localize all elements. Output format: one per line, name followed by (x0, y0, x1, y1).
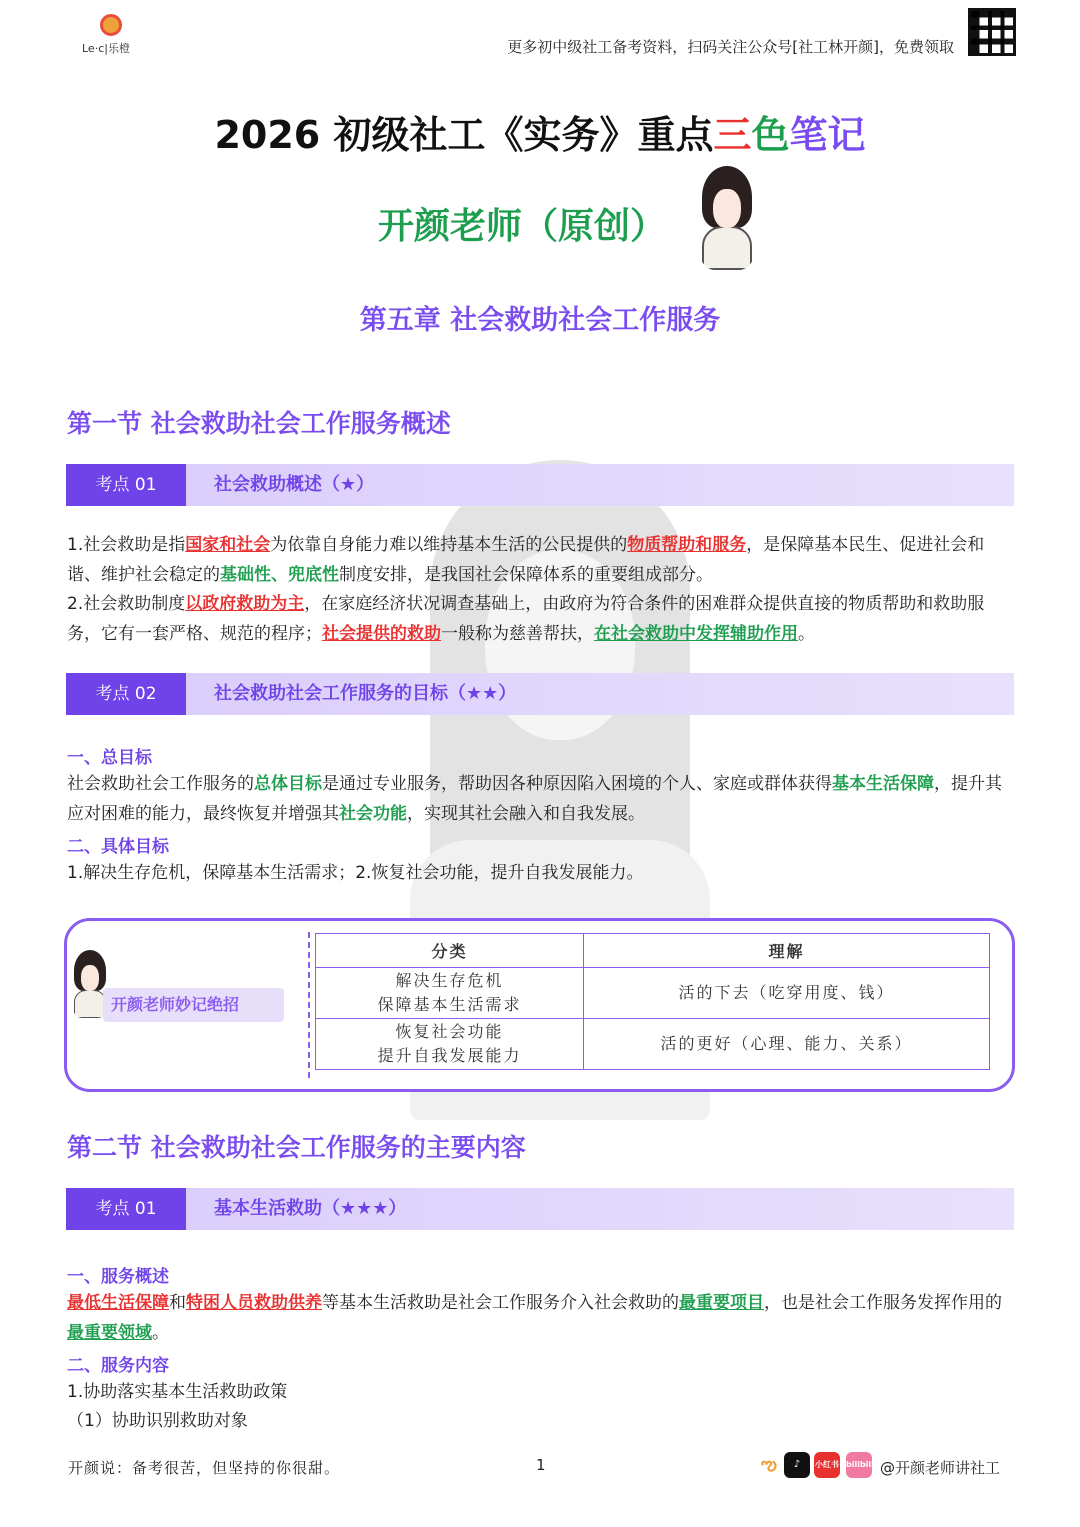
teacher-avatar (696, 166, 758, 270)
table-cell: 活的更好（心理、能力、关系） (584, 1019, 990, 1070)
memo-label: 开颜老师妙记绝招 (103, 988, 284, 1022)
paragraph: 2.社会救助制度以政府救助为主，在家庭经济状况调查基础上，由政府为符合条件的困难群众提供直接的物质帮助和救助服务，它有一套严格、规范的程序；社会提供的救助一般称为慈善帮扶，在社会救助中发挥辅助作用。 (67, 594, 985, 644)
paragraph: （1）协助识别救助对象 (67, 1411, 248, 1431)
author-line: 开颜老师（原创） (378, 206, 667, 247)
table-row (316, 1019, 990, 1070)
keypoint-tag: 考点 01 (66, 1188, 186, 1230)
douyin-icon: ♪ (784, 1452, 810, 1478)
keypoint-tag: 考点 01 (66, 464, 186, 506)
highlight-red: 以政府救助为主 (185, 594, 305, 614)
highlight-green: 社会功能 (339, 803, 407, 824)
butterfly-icon: ఌ (761, 1454, 777, 1475)
table-cell: 活的下去（吃穿用度、钱） (584, 968, 990, 1019)
qr-code-icon (968, 8, 1016, 56)
highlight-green: 在社会救助中发挥辅助作用 (594, 623, 798, 644)
paragraph: 1.社会救助是指国家和社会为依靠自身能力难以维持基本生活的公民提供的物质帮助和服务，是保障基本民生、促进社会和谐、维护社会稳定的基础性、兜底性制度安排，是我国社会保障体系的重要组成部分。 (67, 535, 985, 585)
paragraph: 最低生活保障和特困人员救助供养等基本生活救助是社会工作服务介入社会救助的最重要项目，也是社会工作服务发挥作用的最重要领域。 (67, 1293, 1002, 1343)
section-heading-2: 第二节 社会救助社会工作服务的主要内容 (67, 1133, 526, 1162)
title-main: 2026 初级社工《实务》重点 (214, 113, 714, 157)
highlight-green: 最重要领域 (67, 1322, 152, 1343)
section-heading-1: 第一节 社会救助社会工作服务概述 (67, 409, 451, 438)
highlight-green: 基本生活保障 (832, 774, 934, 794)
paragraph: 1.解决生存危机，保障基本生活需求；2.恢复社会功能，提升自我发展能力。 (67, 863, 644, 883)
title-red: 三 (713, 113, 752, 157)
table-row (316, 968, 990, 1019)
logo-icon (100, 14, 122, 36)
memo-table (315, 933, 990, 1070)
table-cell: 解决生存危机 保障基本生活需求 (316, 968, 584, 1019)
highlight-red: 特困人员救助供养 (186, 1293, 322, 1313)
table-header: 理解 (584, 934, 990, 968)
chapter-title: 第五章 社会救助社会工作服务 (359, 305, 721, 336)
paragraph: 社会救助社会工作服务的总体目标是通过专业服务，帮助因各种原因陷入困境的个人、家庭或群体获得基本生活保障，提升其应对困难的能力，最终恢复并增强其社会功能，实现其社会融入和自我发展。 (67, 774, 1002, 824)
xiaohongshu-icon: 小红书 (814, 1452, 840, 1478)
page-number: 1 (536, 1456, 546, 1474)
paragraph: 1.协助落实基本生活救助政策 (67, 1382, 288, 1402)
highlight-red: 最低生活保障 (67, 1293, 169, 1313)
highlight-red: 国家和社会 (185, 535, 271, 555)
highlight-red: 物质帮助和服务 (627, 535, 747, 555)
keypoint-bar (66, 673, 1014, 715)
keypoint-title: 基本生活救助（★★★） (214, 1198, 407, 1219)
keypoint-tag: 考点 02 (66, 673, 186, 715)
title-purple: 笔记 (789, 113, 866, 157)
subheading: 二、服务内容 (67, 1356, 169, 1376)
keypoint-bar (66, 464, 1014, 506)
header-note: 更多初中级社工备考资料，扫码关注公众号[社工林开颜]，免费领取 (507, 38, 954, 56)
highlight-green: 总体目标 (254, 774, 322, 794)
table-cell: 恢复社会功能 提升自我发展能力 (316, 1019, 584, 1070)
subheading: 二、具体目标 (67, 837, 169, 857)
highlight-green: 最重要项目 (679, 1293, 764, 1313)
highlight-red: 社会提供的救助 (322, 623, 441, 644)
logo-text: Le·c|乐橙 (82, 42, 130, 55)
dashed-divider (308, 932, 310, 1078)
highlight-green: 基础性、兜底性 (220, 564, 339, 585)
table-header: 分类 (316, 934, 584, 968)
keypoint-title: 社会救助概述（★） (214, 474, 375, 495)
footer-slogan: 开颜说：备考很苦，但坚持的你很甜。 (68, 1459, 341, 1477)
page-title (0, 104, 1080, 159)
keypoint-bar (66, 1188, 1014, 1230)
keypoint-title: 社会救助社会工作服务的目标（★★） (214, 683, 517, 704)
subheading: 一、总目标 (67, 748, 152, 768)
bilibili-icon: bilibili (846, 1452, 872, 1478)
subheading: 一、服务概述 (67, 1267, 169, 1287)
brand-logo (82, 14, 152, 58)
title-green: 色 (751, 113, 790, 157)
footer-handle: @开颜老师讲社工 (880, 1459, 1001, 1477)
